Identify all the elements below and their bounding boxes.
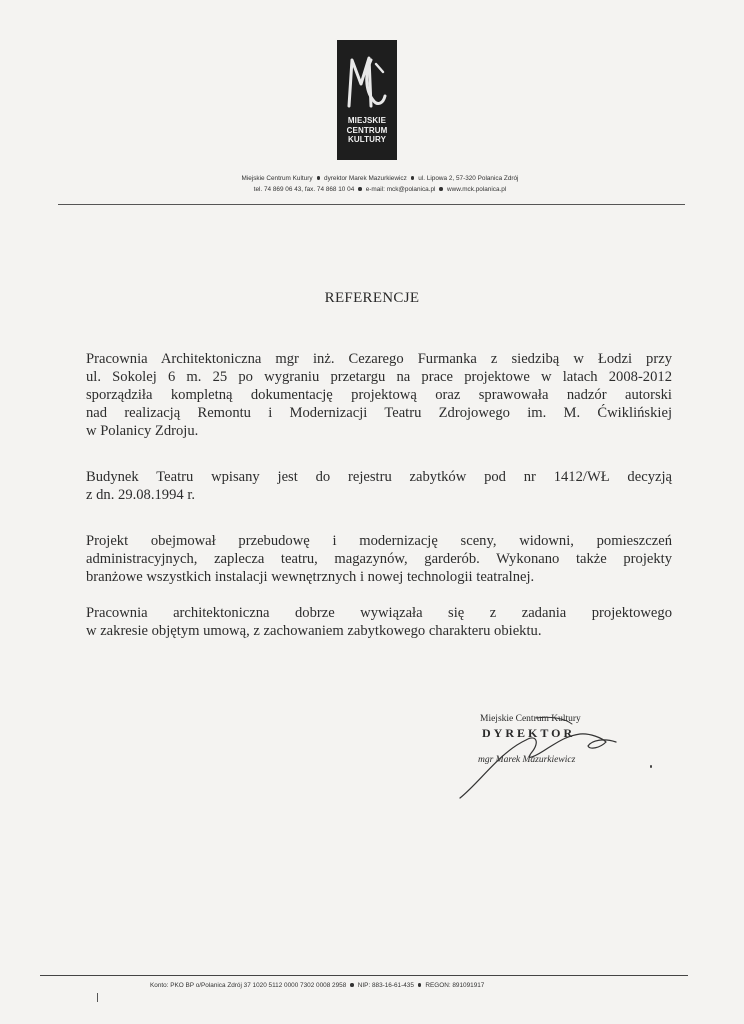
header-address: ul. Lipowa 2, 57-320 Polanica Zdrój [418, 175, 519, 182]
footer-account: Konto: PKO BP o/Polanica Zdrój 37 1020 5112 0000 7302 0008 2958 [150, 982, 347, 989]
paragraph-1 [86, 350, 672, 440]
footer-bank-details [150, 982, 650, 989]
stamp-role: DYREKTOR [482, 726, 576, 740]
header-divider [58, 204, 685, 205]
footer-regon: REGON: 891091917 [425, 982, 485, 989]
stamp-name: mgr Marek Mazurkiewicz [478, 755, 576, 765]
paragraph-3 [86, 532, 672, 586]
paragraph-line: z dn. 29.08.1994 r. [86, 487, 196, 503]
logo-line-1: MIEJSKIE [347, 116, 387, 125]
paragraph-line: sporządziła kompletną dokumentację projektową oraz sprawowała nadzór autorski [86, 387, 672, 403]
mck-logo [337, 40, 397, 160]
logo-caption [337, 116, 397, 145]
header-phone: tel. 74 869 06 43, fax. 74 868 10 04 [253, 186, 355, 193]
paragraph-line: Pracownia Architektoniczna mgr inż. Cezarego Furmanka z siedzibą w Łodzi przy [86, 351, 672, 367]
header-email: e-mail: mck@polanica.pl [365, 186, 436, 193]
director-stamp [440, 712, 670, 792]
paragraph-line: w Polanicy Zdroju. [86, 423, 199, 439]
header-director: dyrektor Marek Mazurkiewicz [324, 175, 407, 182]
header-website: www.mck.polanica.pl [446, 186, 507, 193]
paragraph-line: Projekt obejmował przebudowę i modernizację sceny, widowni, pomieszczeń [86, 533, 672, 549]
footer-nip: NIP: 883-16-61-435 [357, 982, 414, 989]
logo-line-2: CENTRUM [346, 125, 388, 135]
bullet-icon [350, 983, 354, 987]
fold-mark [97, 993, 98, 1002]
paragraph-line: ul. Sokolej 6 m. 25 po wygraniu przetargu na prace projektowe w latach 2008-2012 [86, 369, 672, 385]
paragraph-line: Pracownia architektoniczna dobrze wywiązała się z zadania projektowego [86, 605, 672, 621]
mck-monogram-icon [343, 50, 391, 112]
paragraph-line: nad realizacją Remontu i Modernizacji Teatru Zdrojowego im. M. Ćwiklińskiej [86, 405, 672, 421]
logo-line-3: KULTURY [347, 135, 387, 144]
document-title: REFERENCJE [324, 290, 420, 306]
bullet-icon [317, 176, 321, 180]
paragraph-line: Budynek Teatru wpisany jest do rejestru zabytków pod nr 1412/WŁ decyzją [86, 469, 672, 485]
paragraph-line: branżowe wszystkich instalacji wewnętrznych i nowej technologii teatralnej. [86, 569, 535, 585]
paragraph-line: w zakresie objętym umową, z zachowaniem zabytkowego charakteru obiektu. [86, 623, 542, 639]
bullet-icon [358, 187, 362, 191]
paragraph-4 [86, 604, 672, 640]
handwritten-signature-icon [440, 712, 670, 802]
footer-divider [40, 975, 688, 976]
header-contact-line-1 [150, 175, 610, 182]
paragraph-line: administracyjnych, zaplecza teatru, magazynów, garderób. Wykonano także projekty [86, 551, 672, 567]
header-contact-line-2 [150, 186, 610, 193]
bullet-icon [411, 176, 415, 180]
pen-mark [650, 765, 652, 768]
bullet-icon [439, 187, 443, 191]
paragraph-2 [86, 468, 672, 504]
header-org: Miejskie Centrum Kultury [241, 175, 313, 182]
stamp-org: Miejskie Centrum Kultury [480, 714, 581, 724]
bullet-icon [418, 983, 422, 987]
